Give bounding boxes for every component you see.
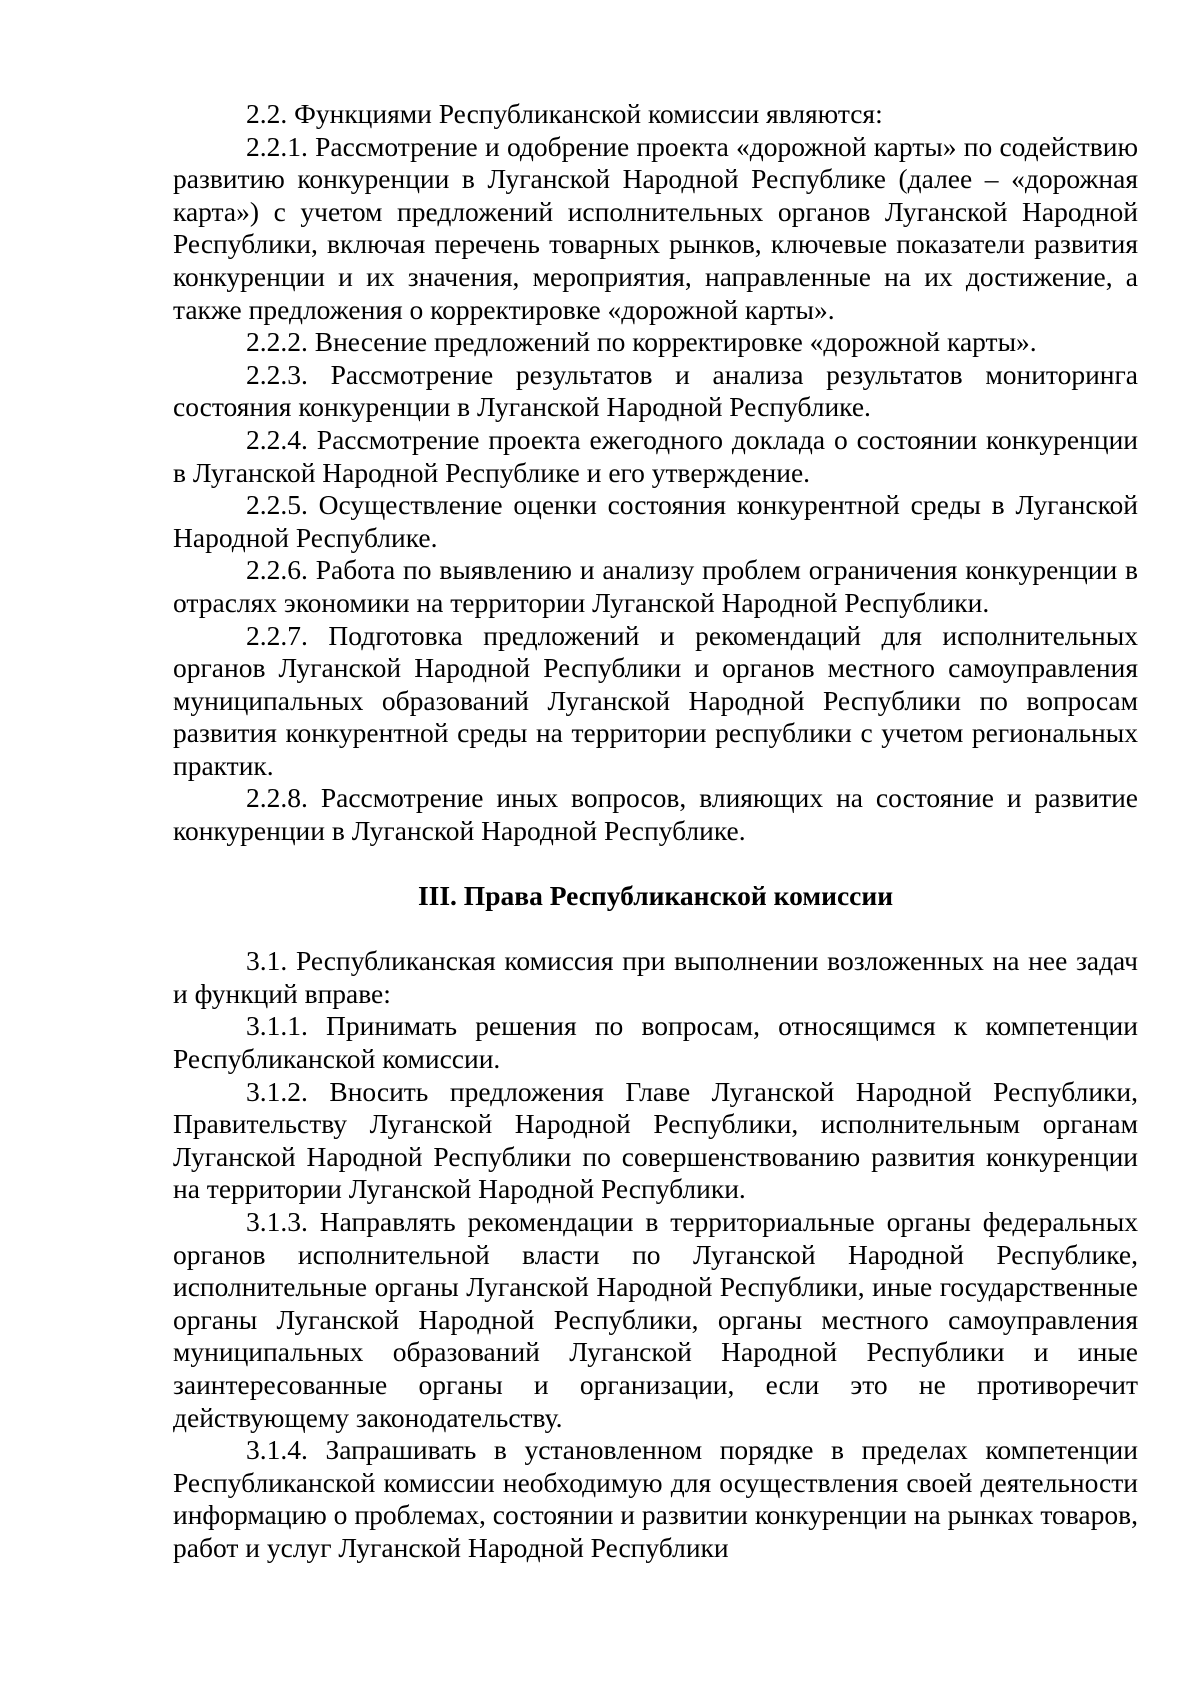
clause-2-2-2 xyxy=(173,326,1138,359)
clause-3-1 xyxy=(173,945,1138,1010)
clause-2-2-7 xyxy=(173,620,1138,783)
clause-text: Рассмотрение проекта ежегодного доклада о состоянии конкуренции в Луганской Народной Республике и его утверждение. xyxy=(173,423,1139,488)
clause-text: Осуществление оценки состояния конкурентной среды в Луганской Народной Республике. xyxy=(173,489,1138,553)
clause-number: 2.2. xyxy=(246,98,288,129)
clause-text: Рассмотрение и одобрение проекта «дорожной карты» по содействию развитию конкуренции в Луганской Народной Республике (далее – «дорожная карта») с учетом предложений исполнительных органов Луганской Народной Республики, включая перечень товарных рынков, ключевые показатели развития конкуренции и их значения, мероприятия, направленные на их достижение, а также предложения о корректировке «дорожной карты». xyxy=(173,130,1138,325)
section-heading: III. Права Республиканской комиссии xyxy=(417,879,894,911)
clause-text: Республиканская комиссия при выполнении возложенных на нее задач и функций вправе: xyxy=(173,945,1138,1009)
clause-text: Работа по выявлению и анализу проблем ограничения конкуренции в отраслях экономики на территории Луганской Народной Республики. xyxy=(173,554,1138,618)
clause-text: Подготовка предложений и рекомендаций для исполнительных органов Луганской Народной Республики и органов местного самоуправления муниципальных образований Луганской Народной Республики по вопросам развития конкурентной среды на территории республики с учетом региональных практик. xyxy=(173,619,1138,781)
functions-list xyxy=(173,98,1138,848)
clause-text: Вносить предложения Главе Луганской Народной Республики, Правительству Луганской Народной Республики, исполнительным органам Луганской Народной Республики по совершенствованию развития конкуренции на территории Луганской Народной Республики. xyxy=(173,1075,1138,1205)
clause-number: 2.2.5. xyxy=(246,489,308,521)
clause-number: 2.2.2. xyxy=(246,326,308,358)
clause-number: 2.2.8. xyxy=(246,782,308,814)
clause-2-2-5 xyxy=(173,489,1138,554)
clause-number: 2.2.4. xyxy=(246,423,308,455)
clause-text: Внесение предложений по корректировке «дорожной карты». xyxy=(314,326,1037,358)
clause-number: 2.2.6. xyxy=(246,554,308,586)
clause-text: Функциями Республиканской комиссии являются: xyxy=(294,98,883,129)
clause-text: Запрашивать в установленном порядке в пределах компетенции Республиканской комиссии необходимую для осуществления своей деятельности информацию о проблемах, состоянии и развитии конкуренции на рынках товаров, работ и услуг Луганской Народной Республики xyxy=(173,1434,1138,1563)
clause-2-2 xyxy=(173,98,1138,131)
clause-number: 3.1.1. xyxy=(246,1010,308,1042)
clause-3-1-3 xyxy=(173,1206,1138,1434)
clause-2-2-8 xyxy=(173,782,1138,847)
clause-text: Рассмотрение результатов и анализа результатов мониторинга состояния конкуренции в Луганской Народной Республике. xyxy=(173,358,1139,423)
clause-text: Направлять рекомендации в территориальные органы федеральных органов исполнительной власти по Луганской Народной Республике, исполнительные органы Луганской Народной Республики, иные государственные органы Луганской Народной Республики, органы местного самоуправления муниципальных образований Луганской Народной Республики и иные заинтересованные органы и организации, если это не противоречит действующему законодательству. xyxy=(173,1206,1138,1433)
clause-2-2-1 xyxy=(173,131,1138,327)
clause-3-1-4 xyxy=(173,1434,1138,1564)
clause-2-2-3 xyxy=(173,359,1138,424)
rights-list xyxy=(173,945,1138,1564)
clause-number: 2.2.3. xyxy=(246,358,308,390)
clause-number: 3.1. xyxy=(246,945,288,977)
clause-text: Рассмотрение иных вопросов, влияющих на состояние и развитие конкуренции в Луганской Народной Республике. xyxy=(173,782,1139,847)
clause-number: 3.1.3. xyxy=(246,1206,308,1237)
clause-number: 3.1.2. xyxy=(246,1075,308,1107)
clause-number: 2.2.1. xyxy=(246,130,308,162)
clause-2-2-4 xyxy=(173,424,1138,489)
clause-3-1-1 xyxy=(173,1010,1138,1075)
clause-number: 3.1.4. xyxy=(246,1434,308,1466)
document-page xyxy=(173,98,1138,1565)
clause-number: 2.2.7. xyxy=(246,619,308,651)
clause-3-1-2 xyxy=(173,1076,1138,1206)
clause-2-2-6 xyxy=(173,554,1138,619)
clause-text: Принимать решения по вопросам, относящимся к компетенции Республиканской комиссии. xyxy=(173,1010,1138,1075)
